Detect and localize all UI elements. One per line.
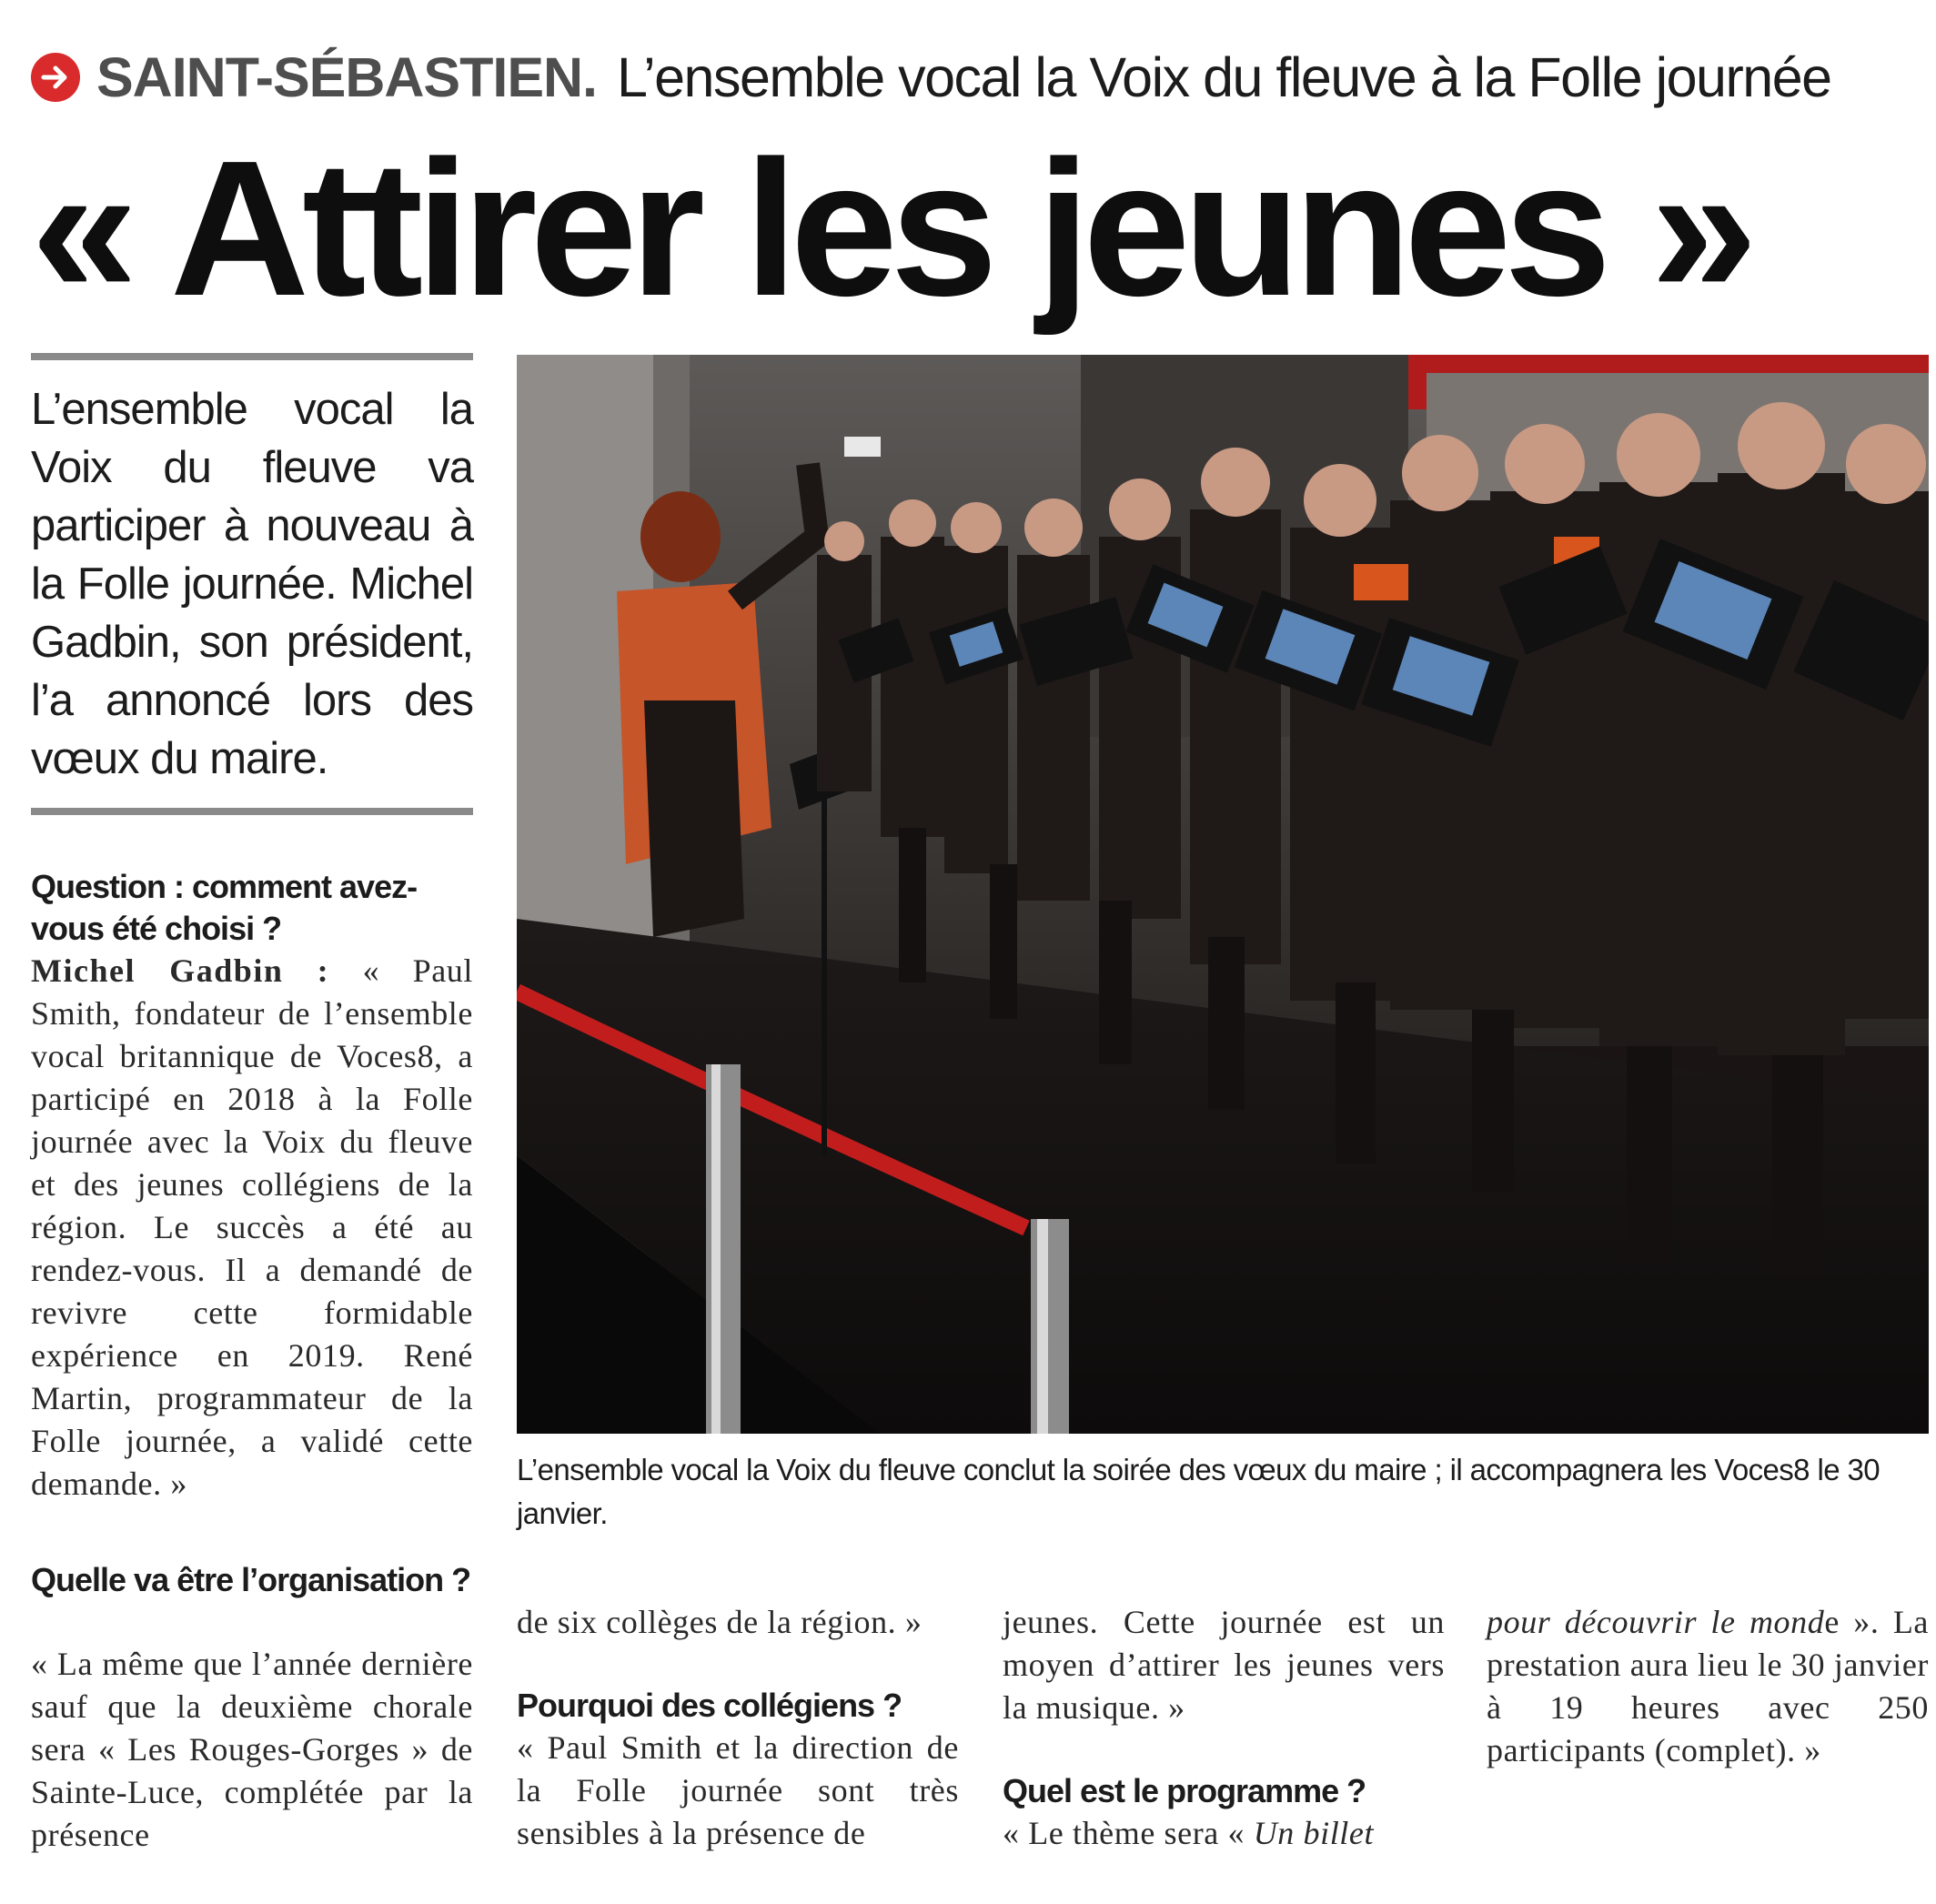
kicker xyxy=(31,36,1831,118)
answer-2-part-1: « La même que l’année dernière sauf que la deuxième chorale sera « Les Rouges-Gorges » de Sainte-Luce, complétée par la présence xyxy=(31,1646,473,1853)
answer-1-text: « Paul Smith, fondateur de l’ensemble vocal britannique de Voces8, a participé en 2018 à la Folle journée avec la Voix du fleuve et des jeunes collégiens de la région. Le succès a été au rendez-vous. Il a demandé de revivre cette formidable expérience en 2019. René Martin, programmateur de la Folle journée, a validé cette demande. » xyxy=(31,952,473,1502)
question-4: Quel est le programme ? xyxy=(1003,1772,1366,1809)
question-2: Quelle va être l’organisation ? xyxy=(31,1561,471,1598)
answer-4-title-2: pour découvrir le mond xyxy=(1487,1604,1825,1640)
question-1: Question : comment avez-vous été choisi ? xyxy=(31,868,418,947)
lead-paragraph: L’ensemble vocal la Voix du fleuve va participer à nouveau à la Folle journée. Michel Gadbin, son président, l’a annoncé lors des vœux du maire. xyxy=(31,385,473,783)
lead-bottom-rule xyxy=(31,808,473,815)
kicker-text: L’ensemble vocal la Voix du fleuve à la Folle journée xyxy=(617,46,1831,108)
answer-1 xyxy=(31,950,473,1506)
arrow-right-circle-icon xyxy=(31,53,80,102)
answer-4-rest: La prestation aura lieu le 30 janvier à 19 heures avec 250 participants (complet). » xyxy=(1487,1604,1929,1768)
answer-1-speaker: Michel Gadbin : xyxy=(31,952,330,989)
answer-4-lead: « Le thème sera « xyxy=(1003,1815,1245,1851)
question-3: Pourquoi des collégiens ? xyxy=(517,1687,902,1724)
lead-top-rule xyxy=(31,353,473,360)
answer-4-part-2 xyxy=(1487,1601,1929,1772)
choir-photo xyxy=(517,355,1929,1434)
answer-2-part-2: de six collèges de la région. » xyxy=(517,1604,923,1640)
answer-3-part-2: jeunes. Cette journée est un moyen d’attirer les jeunes vers la musique. » xyxy=(1003,1604,1445,1726)
answer-3-part-1: « Paul Smith et la direction de la Folle journée sont très sensibles à la présence de xyxy=(517,1729,959,1851)
answer-4-title-1: Un billet xyxy=(1253,1815,1375,1851)
photo-caption: L’ensemble vocal la Voix du fleuve conclut la soirée des vœux du maire ; il accompagnera les Voces8 le 30 janvier. xyxy=(517,1453,1881,1530)
answer-4-part-1 xyxy=(1003,1812,1445,1855)
kicker-place: SAINT-SÉBASTIEN. xyxy=(96,46,598,108)
headline: « Attirer les jeunes » xyxy=(31,120,1750,336)
answer-4-after-title: e ». xyxy=(1824,1604,1880,1640)
